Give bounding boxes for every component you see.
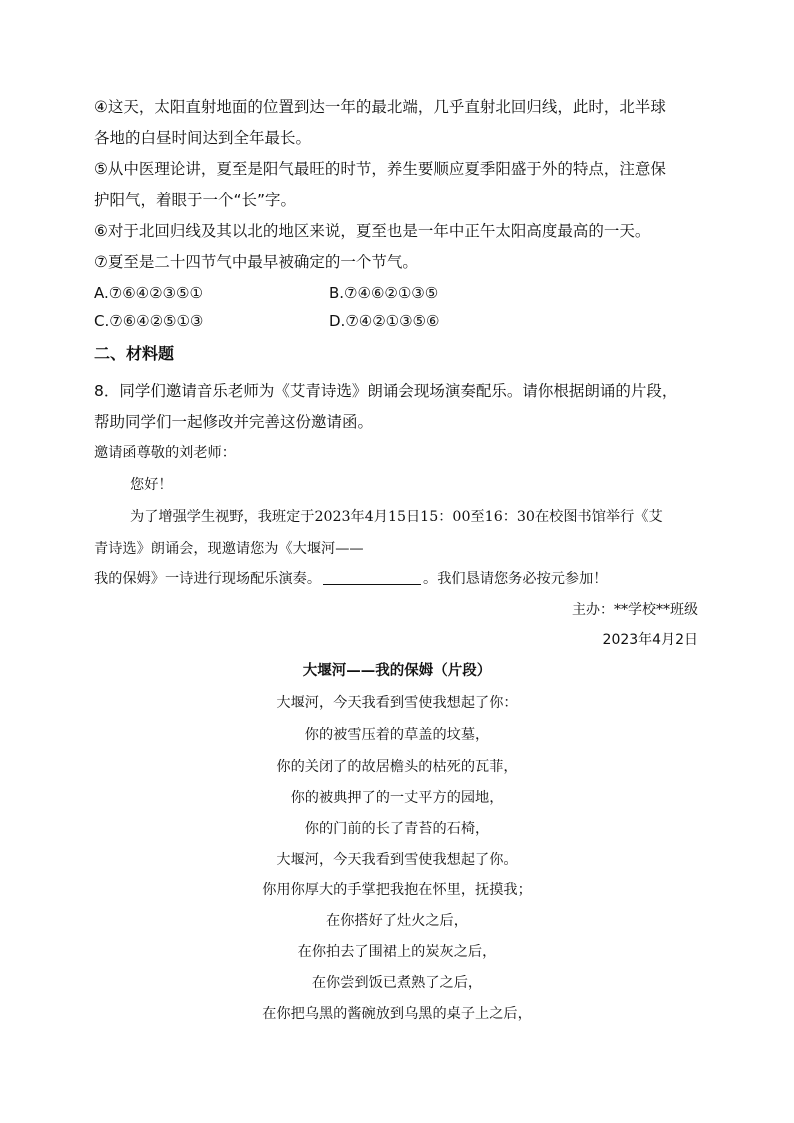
poem-line: 你的关闭了的故居檐头的枯死的瓦菲， <box>276 759 518 775</box>
letter-body-line-3 <box>94 570 607 588</box>
letter-body-text-before-blank: 我的保姆》一诗进行现场配乐演奏。 <box>94 571 322 587</box>
poem-line: 你的被典押了的一丈平方的园地， <box>290 790 504 806</box>
poem-line: 你用你厚大的手掌把我抱在怀里，抚摸我； <box>262 882 532 898</box>
letter-salutation: 邀请函尊敬的刘老师： <box>94 445 236 461</box>
poem-line: 在你尝到饭已煮熟了之后， <box>311 975 483 991</box>
statement-4-line-2: 各地的白昼时间达到全年最长。 <box>94 129 312 147</box>
poem-line: 大堰河，今天我看到雪使我想起了你： <box>276 695 518 711</box>
option-d[interactable]: D.⑦④②①③⑤⑥ <box>329 312 440 330</box>
poem-line: 你的被雪压着的草盖的坟墓， <box>304 727 490 743</box>
letter-date: 2023年4月2日 <box>602 632 698 648</box>
statement-6: ⑥对于北回归线及其以北的地区来说，夏至也是一年中正午太阳高度最高的一天。 <box>94 222 651 240</box>
statement-4-line-1: ④这天，太阳直射地面的位置到达一年的最北端，几乎直射北回归线，此时，北半球 <box>94 98 666 116</box>
letter-greeting: 您好！ <box>130 477 173 493</box>
letter-body-text-after-blank: 。我们恳请您务必按元参加！ <box>423 571 608 587</box>
poem-line: 大堰河，今天我看到雪使我想起了你。 <box>276 852 518 868</box>
option-a[interactable]: A.⑦⑥④②③⑤① <box>94 284 203 302</box>
option-c[interactable]: C.⑦⑥④②⑤①③ <box>94 312 204 330</box>
poem-line: 在你把乌黑的酱碗放到乌黑的桌子上之后， <box>262 1006 532 1022</box>
statement-5-line-1: ⑤从中医理论讲，夏至是阳气最旺的时节，养生要顺应夏季阳盛于外的特点，注意保 <box>94 160 666 178</box>
section-heading: 二、材料题 <box>94 344 175 363</box>
poem-title: 大堰河——我的保姆（片段） <box>302 662 492 679</box>
statement-7: ⑦夏至是二十四节气中最早被确定的一个节气。 <box>94 253 418 271</box>
poem-line: 在你拍去了围裙上的炭灰之后， <box>297 944 497 960</box>
answer-blank[interactable] <box>323 570 421 585</box>
letter-sponsor: 主办：**学校**班级 <box>572 602 698 618</box>
letter-body-line-2: 青诗选》朗诵会，现邀请您为《大堰河—— <box>94 541 364 557</box>
question-8-line-1: 8．同学们邀请音乐老师为《艾青诗选》朗诵会现场演奏配乐。请你根据朗诵的片段， <box>94 382 678 400</box>
letter-body-line-1: 为了增强学生视野，我班定于2023年4月15日15：00至16：30在校图书馆举行《艾 <box>130 509 663 525</box>
poem-line: 你的门前的长了青苔的石椅， <box>304 821 490 837</box>
option-b[interactable]: B.⑦④⑥②①③⑤ <box>329 284 439 302</box>
question-8-line-2: 帮助同学们一起修改并完善这份邀请函。 <box>94 413 374 431</box>
statement-5-line-2: 护阳气，着眼于一个“长”字。 <box>94 191 297 209</box>
poem-line: 在你搭好了灶火之后， <box>326 913 468 929</box>
